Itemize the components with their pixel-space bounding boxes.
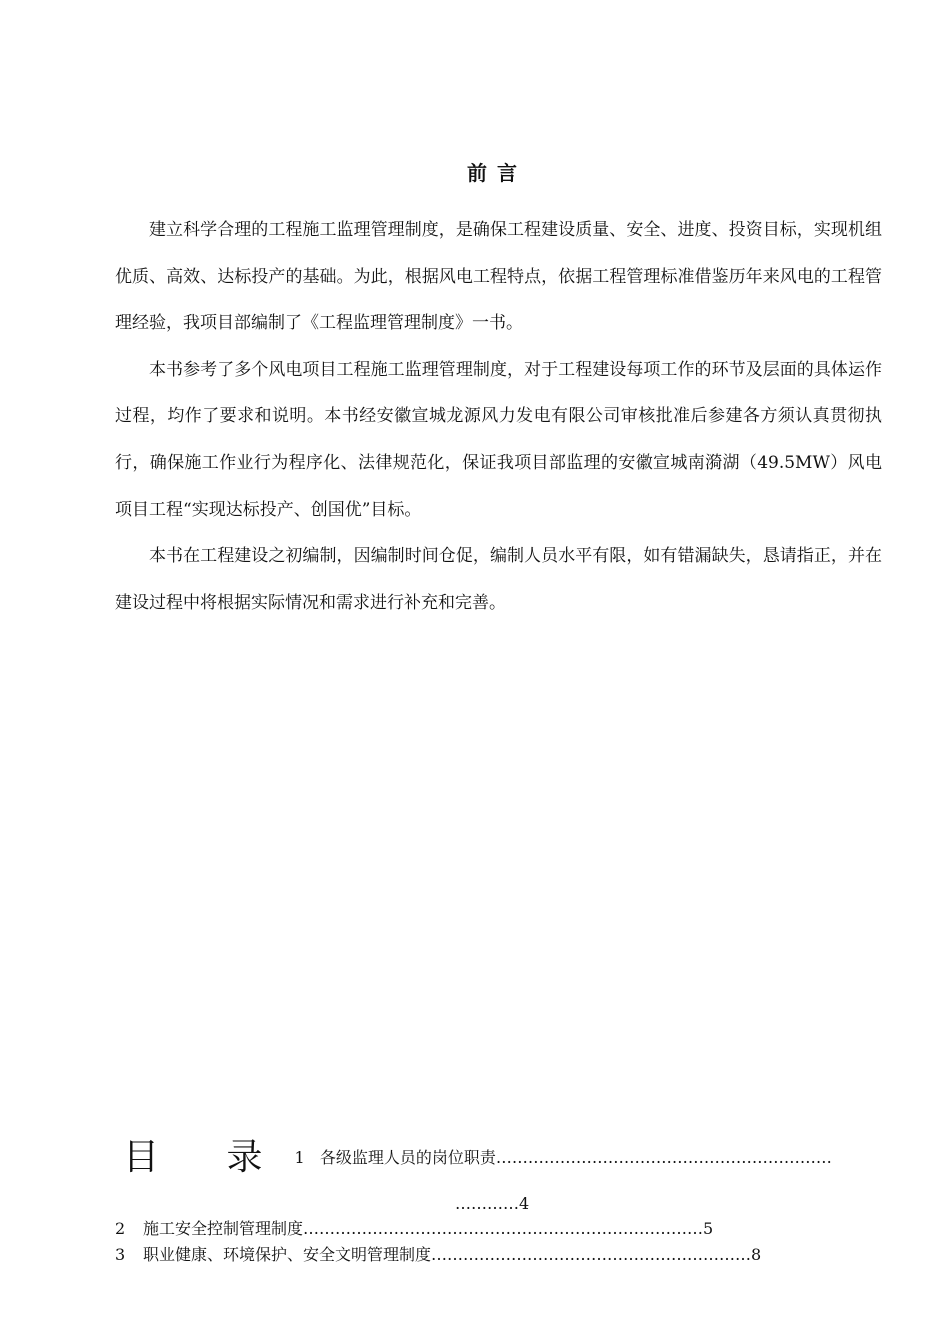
toc-entry-number: 1 bbox=[294, 1148, 305, 1167]
toc-entry-text: 职业健康、环境保护、安全文明管理制度 bbox=[143, 1245, 432, 1264]
preface-paragraph-3: 本书在工程建设之初编制，因编制时间仓促，编制人员水平有限，如有错漏缺失，恳请指正，并在建设过程中将根据实际情况和需求进行补充和完善。 bbox=[115, 546, 882, 613]
toc-entry-leader: ……………………………………………………… bbox=[495, 1148, 832, 1167]
toc-entry-text: 施工安全控制管理制度 bbox=[143, 1219, 304, 1238]
preface-paragraph-2: 本书参考了多个风电项目工程施工监理管理制度，对于工程建设每项工作的环节及层面的具体运作过程，均作了要求和说明。本书经安徽宣城龙源风力发电有限公司审核批准后参建各方须认真贯彻执行，确保施工作业行为程序化、法律规范化，保证我项目部监理的安徽宣城南漪湖（49.5MW）风电项目工程“实现达标投产、创国优”目标。 bbox=[115, 359, 882, 520]
toc-header-line bbox=[123, 1137, 883, 1178]
toc-entry-1[interactable] bbox=[294, 1148, 831, 1167]
toc-entry-page: 8 bbox=[751, 1245, 762, 1264]
toc-entry-leader: …………………………………………………… bbox=[431, 1245, 752, 1264]
toc-entry-leader: ………………………………………………………………… bbox=[303, 1219, 704, 1238]
toc-entry-1-continuation[interactable] bbox=[455, 1193, 855, 1215]
toc-entry-leader: ………… bbox=[455, 1194, 519, 1213]
toc-entry-page: 5 bbox=[703, 1219, 714, 1238]
toc-entry-3[interactable] bbox=[115, 1243, 855, 1267]
toc-entry-number: 3 bbox=[115, 1245, 126, 1264]
toc-entry-page: 4 bbox=[519, 1194, 530, 1213]
preface-body bbox=[115, 207, 882, 626]
toc-entry-text: 各级监理人员的岗位职责 bbox=[319, 1148, 496, 1167]
toc-entry-2[interactable] bbox=[115, 1217, 855, 1241]
page-title: 前言 bbox=[467, 161, 527, 185]
toc-entry-number: 2 bbox=[115, 1219, 126, 1238]
preface-paragraph-1: 建立科学合理的工程施工监理管理制度，是确保工程建设质量、安全、进度、投资目标，实现机组优质、高效、达标投产的基础。为此，根据风电工程特点，依据工程管理标准借鉴历年来风电的工程管理经验，我项目部编制了《工程监理管理制度》一书。 bbox=[115, 220, 882, 334]
toc-title: 目 录 bbox=[123, 1137, 291, 1178]
